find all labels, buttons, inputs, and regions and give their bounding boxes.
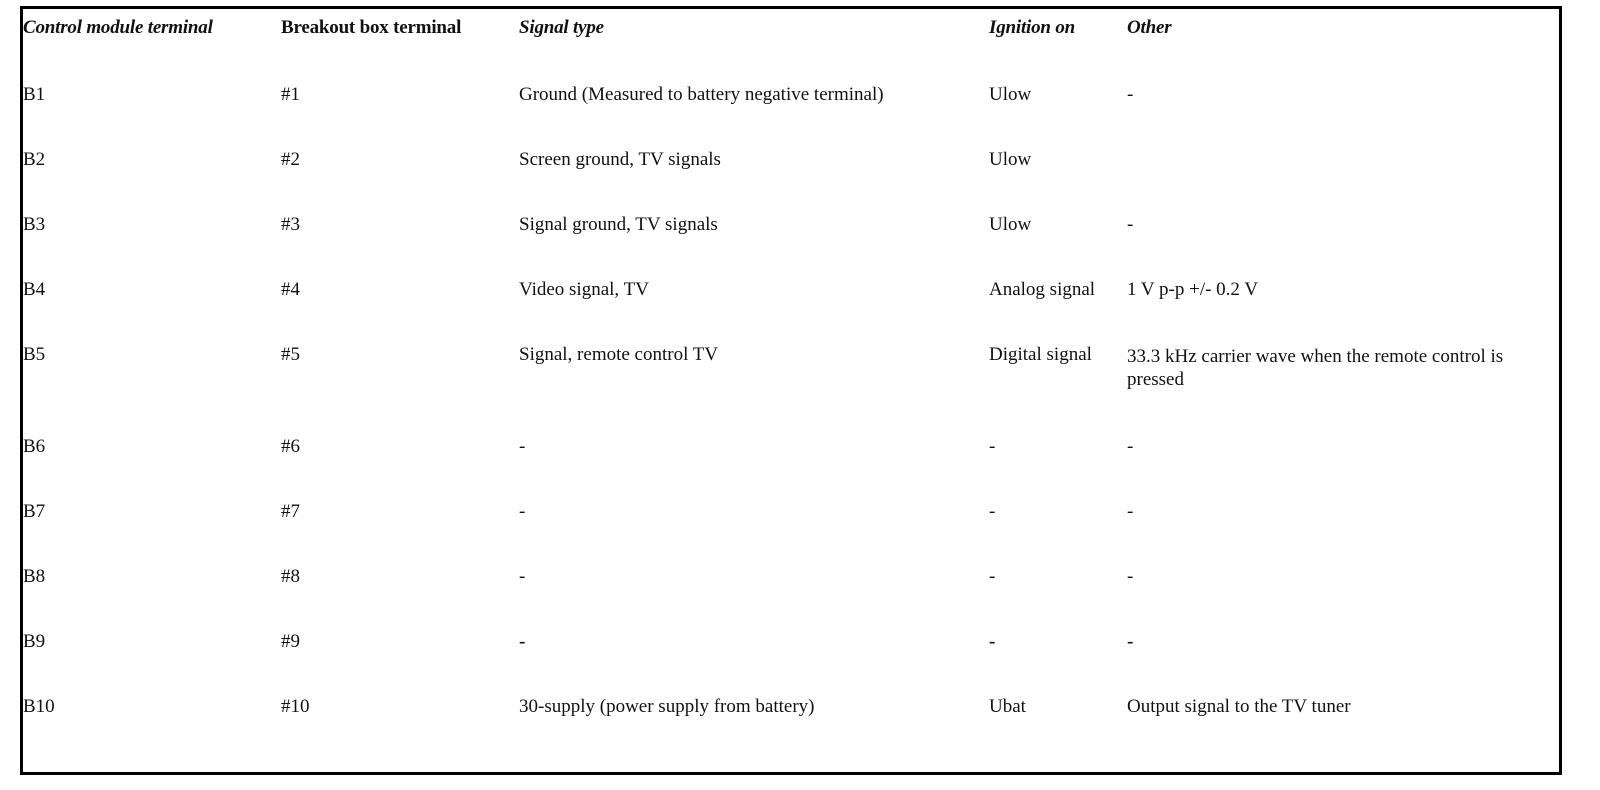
- cell-other: -: [1127, 501, 1134, 522]
- header-signal-type: Signal type: [519, 17, 604, 38]
- cell-other: -: [1127, 566, 1134, 587]
- cell-terminal: B4: [23, 279, 46, 300]
- cell-other: 33.3 kHz carrier wave when the remote control is pressed: [1127, 346, 1504, 390]
- cell-breakout: #4: [281, 279, 300, 300]
- table-row: [23, 555, 1559, 620]
- cell-other: -: [1127, 631, 1134, 652]
- header-other: Other: [1127, 17, 1172, 38]
- header-row: [23, 9, 1559, 73]
- cell-ignition: Ulow: [989, 149, 1032, 170]
- table-row: [23, 138, 1559, 203]
- cell-terminal: B10: [23, 696, 55, 717]
- cell-ignition: Analog signal: [989, 279, 1096, 300]
- cell-terminal: B7: [23, 501, 46, 522]
- table-row: [23, 333, 1559, 425]
- cell-signal: -: [519, 436, 526, 457]
- terminal-table-frame: [20, 6, 1562, 775]
- cell-terminal: B1: [23, 84, 46, 105]
- terminal-table: [23, 9, 1559, 750]
- header-breakout-box-terminal: Breakout box terminal: [281, 17, 462, 38]
- cell-signal: Screen ground, TV signals: [519, 149, 721, 170]
- table-row: [23, 620, 1559, 685]
- cell-terminal: B2: [23, 149, 46, 170]
- cell-breakout: #10: [281, 696, 310, 717]
- cell-signal: 30-supply (power supply from battery): [519, 696, 815, 717]
- cell-breakout: #2: [281, 149, 300, 170]
- cell-ignition: Ulow: [989, 214, 1032, 235]
- cell-breakout: #6: [281, 436, 300, 457]
- table-row: [23, 203, 1559, 268]
- cell-ignition: Ulow: [989, 84, 1032, 105]
- table-row: [23, 73, 1559, 138]
- cell-ignition: Digital signal: [989, 344, 1092, 365]
- cell-ignition: -: [989, 436, 996, 457]
- cell-other: [1127, 138, 1559, 203]
- header-ignition-on: Ignition on: [989, 17, 1075, 38]
- header-control-module-terminal: Control module terminal: [23, 17, 213, 38]
- cell-signal: -: [519, 631, 526, 652]
- cell-terminal: B9: [23, 631, 46, 652]
- cell-signal: Signal ground, TV signals: [519, 214, 718, 235]
- cell-signal: -: [519, 501, 526, 522]
- table-row: [23, 685, 1559, 750]
- cell-terminal: B6: [23, 436, 46, 457]
- cell-other: -: [1127, 84, 1134, 105]
- cell-breakout: #9: [281, 631, 300, 652]
- table-row: [23, 425, 1559, 490]
- cell-breakout: #7: [281, 501, 300, 522]
- cell-terminal: B8: [23, 566, 46, 587]
- cell-breakout: #5: [281, 344, 300, 365]
- table-row: [23, 268, 1559, 333]
- cell-other: -: [1127, 436, 1134, 457]
- cell-terminal: B5: [23, 344, 46, 365]
- cell-ignition: -: [989, 501, 996, 522]
- cell-signal: Video signal, TV: [519, 279, 649, 300]
- cell-other: 1 V p-p +/- 0.2 V: [1127, 279, 1259, 300]
- cell-signal: Ground (Measured to battery negative terminal): [519, 84, 884, 105]
- cell-breakout: #3: [281, 214, 300, 235]
- cell-ignition: Ubat: [989, 696, 1026, 717]
- cell-signal: -: [519, 566, 526, 587]
- cell-ignition: -: [989, 566, 996, 587]
- table-row: [23, 490, 1559, 555]
- cell-signal: Signal, remote control TV: [519, 344, 719, 365]
- cell-other: -: [1127, 214, 1134, 235]
- cell-ignition: -: [989, 631, 996, 652]
- cell-other: Output signal to the TV tuner: [1127, 696, 1351, 717]
- cell-breakout: #8: [281, 566, 300, 587]
- cell-terminal: B3: [23, 214, 46, 235]
- cell-breakout: #1: [281, 84, 300, 105]
